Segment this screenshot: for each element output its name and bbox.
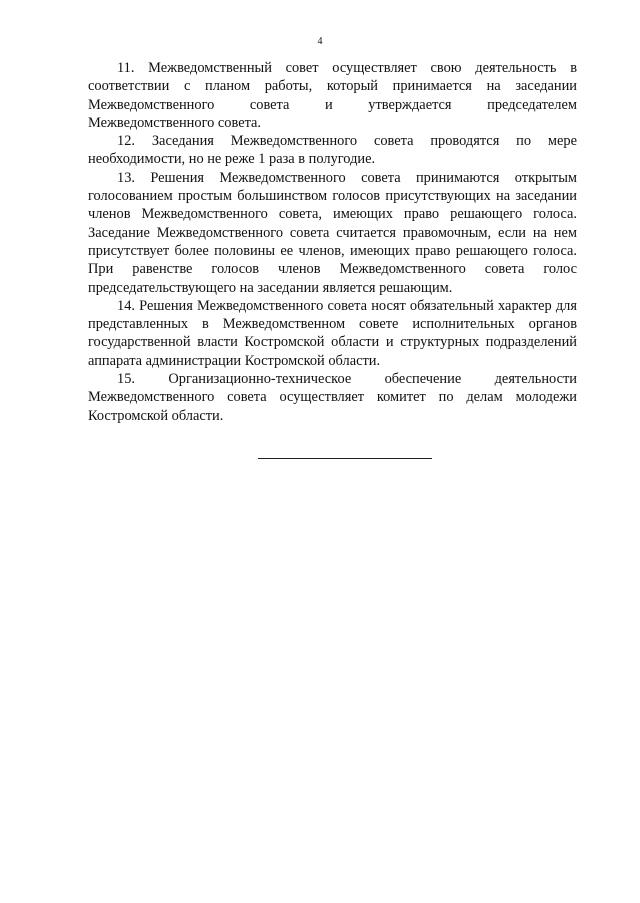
paragraph-14: 14. Решения Межведомственного совета носят обязательный характер для представленных в Межведомственном совете исполнительных органов государственной власти Костромской области и структурных подразделений аппарата администрации Костромской области. — [88, 297, 577, 369]
page-number: 4 — [317, 36, 323, 47]
paragraph-13: 13. Решения Межведомственного совета принимаются открытым голосованием простым большинством голосов присутствующих на заседании членов Межведомственного совета, имеющих право решающего голоса. Заседание Межведомственного совета считается правомочным, если на нем присутствует более половины ее членов, имеющих право решающего голоса. При равенстве голосов членов Межведомственного совета голос председательствующего на заседании является решающим. — [88, 169, 577, 296]
end-divider — [258, 458, 432, 459]
paragraph-11: 11. Межведомственный совет осуществляет свою деятельность в соответствии с планом работы, который принимается на заседании Межведомственного совета и утверждается председателем Межведомственного совета. — [88, 60, 577, 131]
paragraph-12: 12. Заседания Межведомственного совета проводятся по мере необходимости, но не реже 1 раза в полугодие. — [88, 133, 577, 168]
document-body — [88, 59, 577, 425]
paragraph-15: 15. Организационно-техническое обеспечение деятельности Межведомственного совета осуществляет комитет по делам молодежи Костромской области. — [88, 371, 577, 424]
